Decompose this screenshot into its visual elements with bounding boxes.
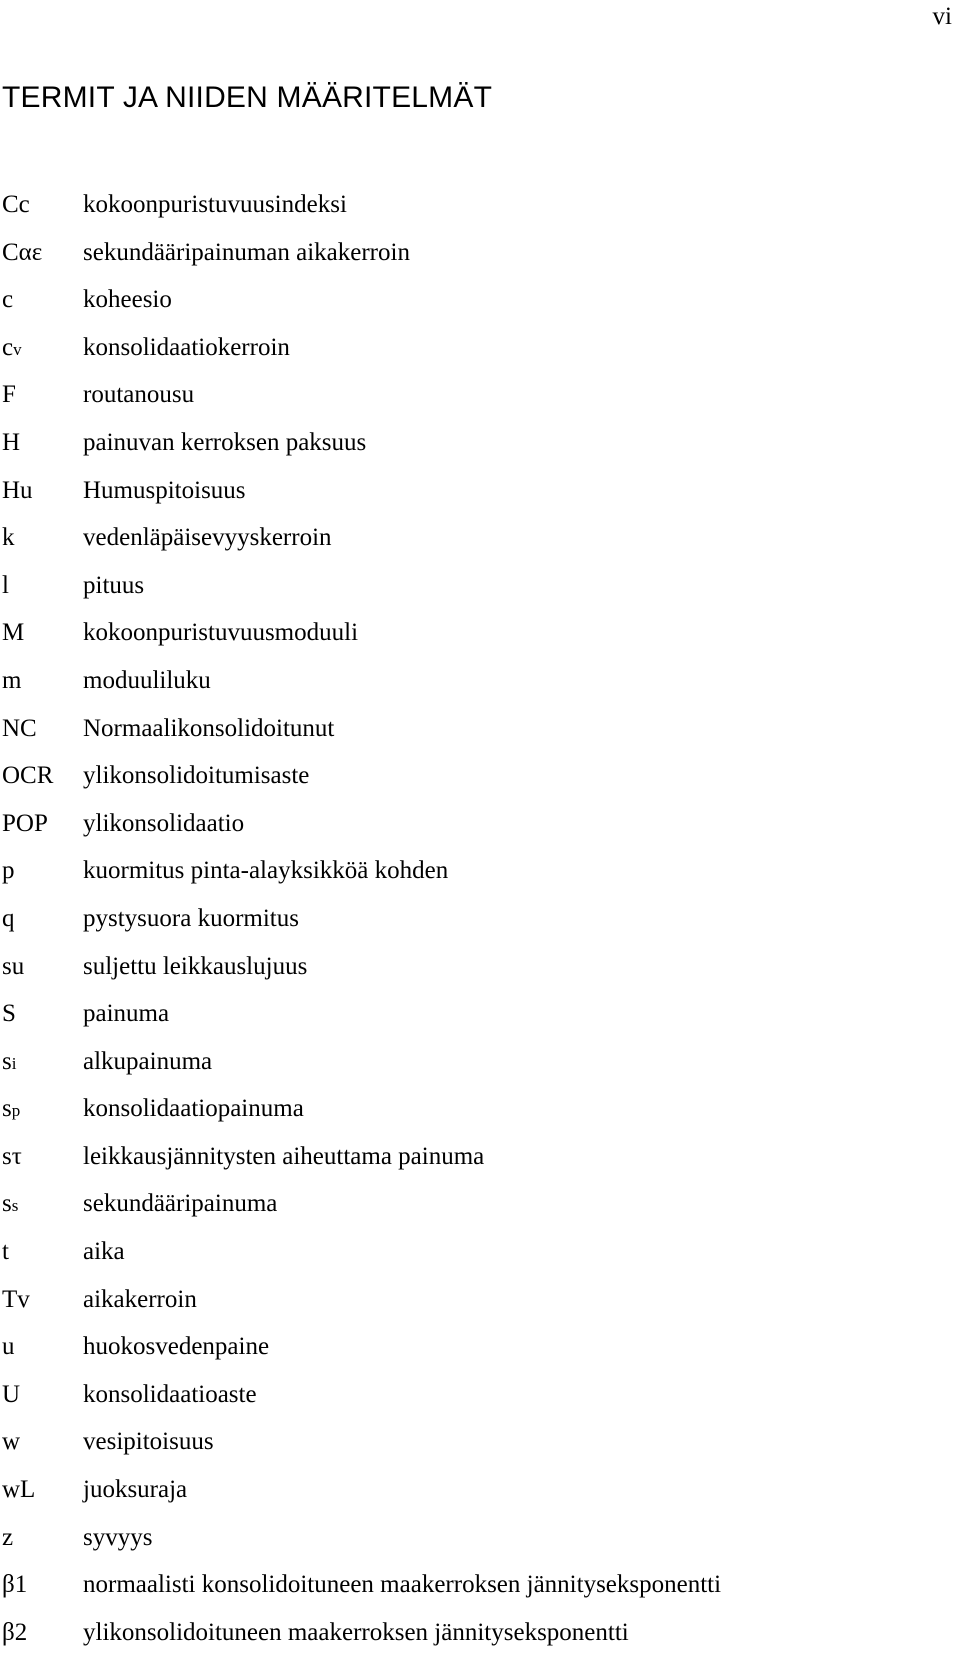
term-definition: koheesio	[83, 286, 172, 314]
term-definition: konsolidaatiokerroin	[83, 333, 290, 361]
term-symbol	[2, 761, 53, 791]
term-row	[0, 1094, 960, 1142]
term-symbol	[2, 1237, 9, 1267]
term-symbol-base: OCR	[2, 762, 54, 790]
term-definition: Normaalikonsolidoitunut	[83, 714, 335, 742]
term-definition: routanousu	[83, 381, 195, 409]
term-symbol-base: c	[2, 286, 14, 314]
term-definition: konsolidaatioaste	[83, 1380, 257, 1408]
term-definition: kuormitus pinta-alayksikköä kohden	[83, 857, 449, 885]
term-row	[0, 1475, 960, 1523]
term-definition: leikkausjännitysten aiheuttama painuma	[83, 1142, 485, 1170]
term-definition: aika	[83, 1238, 125, 1266]
term-symbol-base: su	[2, 952, 25, 980]
term-definition: kokoonpuristuvuusindeksi	[83, 191, 347, 218]
term-row	[0, 1189, 960, 1237]
term-definition: ylikonsolidoitumisaste	[83, 762, 310, 790]
term-row	[0, 1618, 960, 1665]
term-definition: sekundääripainuma	[83, 1190, 278, 1218]
term-row	[0, 476, 960, 524]
page-number: vi	[932, 3, 952, 30]
term-symbol-base: H	[2, 428, 21, 456]
term-symbol	[2, 380, 16, 410]
term-row	[0, 809, 960, 857]
term-symbol-base: t	[2, 1238, 9, 1266]
term-symbol	[2, 618, 24, 648]
term-symbol-base: S	[2, 1000, 16, 1028]
term-symbol	[2, 1475, 35, 1505]
term-symbol-base: Cc	[2, 191, 30, 218]
term-symbol-base: NC	[2, 714, 37, 742]
term-definition: konsolidaatiopainuma	[83, 1095, 304, 1123]
term-row	[0, 1427, 960, 1475]
term-symbol-subscript: i	[11, 1053, 17, 1073]
term-symbol-base: l	[2, 571, 9, 599]
term-symbol-base: u	[2, 1333, 15, 1361]
term-symbol	[2, 809, 48, 839]
term-definition: juoksuraja	[83, 1476, 188, 1504]
term-row	[0, 666, 960, 714]
term-definition: Humuspitoisuus	[83, 476, 246, 504]
term-definition: kokoonpuristuvuusmoduuli	[83, 619, 359, 647]
term-definition: sekundääripainuman aikakerroin	[83, 238, 410, 266]
term-symbol-base: U	[2, 1380, 21, 1408]
term-symbol-subscript: v	[13, 339, 22, 359]
term-symbol-base: k	[2, 524, 15, 552]
term-symbol	[2, 1618, 27, 1648]
term-row	[0, 1570, 960, 1618]
term-symbol-subscript: p	[11, 1101, 21, 1121]
term-symbol	[2, 428, 20, 458]
term-symbol	[2, 952, 24, 982]
term-symbol-base: q	[2, 904, 15, 932]
term-row	[0, 999, 960, 1047]
term-row	[0, 571, 960, 619]
term-definition: vesipitoisuus	[83, 1428, 214, 1456]
term-row	[0, 904, 960, 952]
term-row	[0, 856, 960, 904]
term-row	[0, 618, 960, 666]
term-symbol	[2, 1332, 15, 1362]
term-row	[0, 523, 960, 571]
page-title: TERMIT JA NIIDEN MÄÄRITELMÄT	[2, 81, 493, 114]
term-definition: ylikonsolidoituneen maakerroksen jännityseksponentti	[83, 1618, 629, 1646]
term-symbol	[2, 666, 21, 696]
term-definition: aikakerroin	[83, 1285, 197, 1313]
term-definition: normaalisti konsolidoituneen maakerroksen jännityseksponentti	[83, 1571, 722, 1599]
term-symbol	[2, 1570, 27, 1600]
term-symbol	[2, 333, 22, 365]
term-symbol	[2, 571, 9, 601]
term-row	[0, 1237, 960, 1285]
term-symbol	[2, 904, 15, 934]
term-symbol	[2, 999, 16, 1029]
term-symbol-base: w	[2, 1428, 21, 1456]
term-row	[0, 714, 960, 762]
term-symbol	[2, 1189, 18, 1221]
term-symbol	[2, 238, 42, 268]
term-definition: moduuliluku	[83, 666, 211, 694]
term-row	[0, 333, 960, 381]
term-row	[0, 285, 960, 333]
term-row	[0, 761, 960, 809]
term-row	[0, 1047, 960, 1095]
term-symbol-base: s	[2, 1190, 12, 1218]
term-definition: huokosvedenpaine	[83, 1333, 270, 1361]
term-symbol	[2, 476, 33, 506]
term-row	[0, 1285, 960, 1333]
term-symbol-base: s	[2, 1047, 12, 1075]
term-row	[0, 1523, 960, 1571]
term-symbol	[2, 190, 30, 220]
term-symbol-base: sτ	[2, 1142, 22, 1170]
term-symbol-base: β1	[2, 1571, 28, 1599]
term-symbol-base: Cαε	[2, 238, 43, 266]
term-definition: alkupainuma	[83, 1047, 213, 1075]
term-definition: pystysuora kuormitus	[83, 904, 299, 932]
term-definition: pituus	[83, 571, 145, 599]
term-row	[0, 380, 960, 428]
term-symbol	[2, 1427, 20, 1457]
term-row	[0, 238, 960, 286]
term-symbol-base: m	[2, 666, 22, 694]
term-symbol	[2, 1047, 16, 1079]
term-symbol-base: POP	[2, 809, 48, 837]
term-symbol-base: Tv	[2, 1285, 30, 1313]
term-symbol-base: Hu	[2, 476, 33, 504]
term-symbol	[2, 1285, 30, 1315]
term-symbol-base: β2	[2, 1618, 28, 1646]
term-row	[0, 190, 960, 238]
term-row	[0, 1332, 960, 1380]
term-symbol-base: c	[2, 333, 14, 361]
term-symbol-base: M	[2, 619, 25, 647]
term-symbol-base: F	[2, 381, 16, 409]
term-symbol	[2, 523, 15, 553]
term-definition: vedenläpäisevyyskerroin	[83, 524, 332, 552]
term-row	[0, 1142, 960, 1190]
term-row	[0, 952, 960, 1000]
term-row	[0, 428, 960, 476]
term-definition: painuma	[83, 1000, 170, 1028]
term-symbol	[2, 1142, 22, 1172]
term-symbol	[2, 1380, 20, 1410]
term-definition: syvyys	[83, 1523, 153, 1551]
term-symbol	[2, 1094, 20, 1126]
term-symbol-base: s	[2, 1095, 12, 1123]
term-symbol-base: z	[2, 1523, 14, 1551]
term-symbol-subscript: s	[11, 1196, 19, 1216]
term-symbol	[2, 285, 13, 315]
term-row	[0, 1380, 960, 1428]
term-symbol	[2, 856, 15, 886]
term-symbol-base: wL	[2, 1476, 36, 1504]
term-symbol	[2, 1523, 13, 1553]
term-symbol-base: p	[2, 857, 15, 885]
terms-list	[0, 190, 960, 1665]
term-definition: suljettu leikkauslujuus	[83, 952, 308, 980]
term-symbol	[2, 714, 37, 744]
term-definition: painuvan kerroksen paksuus	[83, 428, 367, 456]
term-definition: ylikonsolidaatio	[83, 809, 245, 837]
